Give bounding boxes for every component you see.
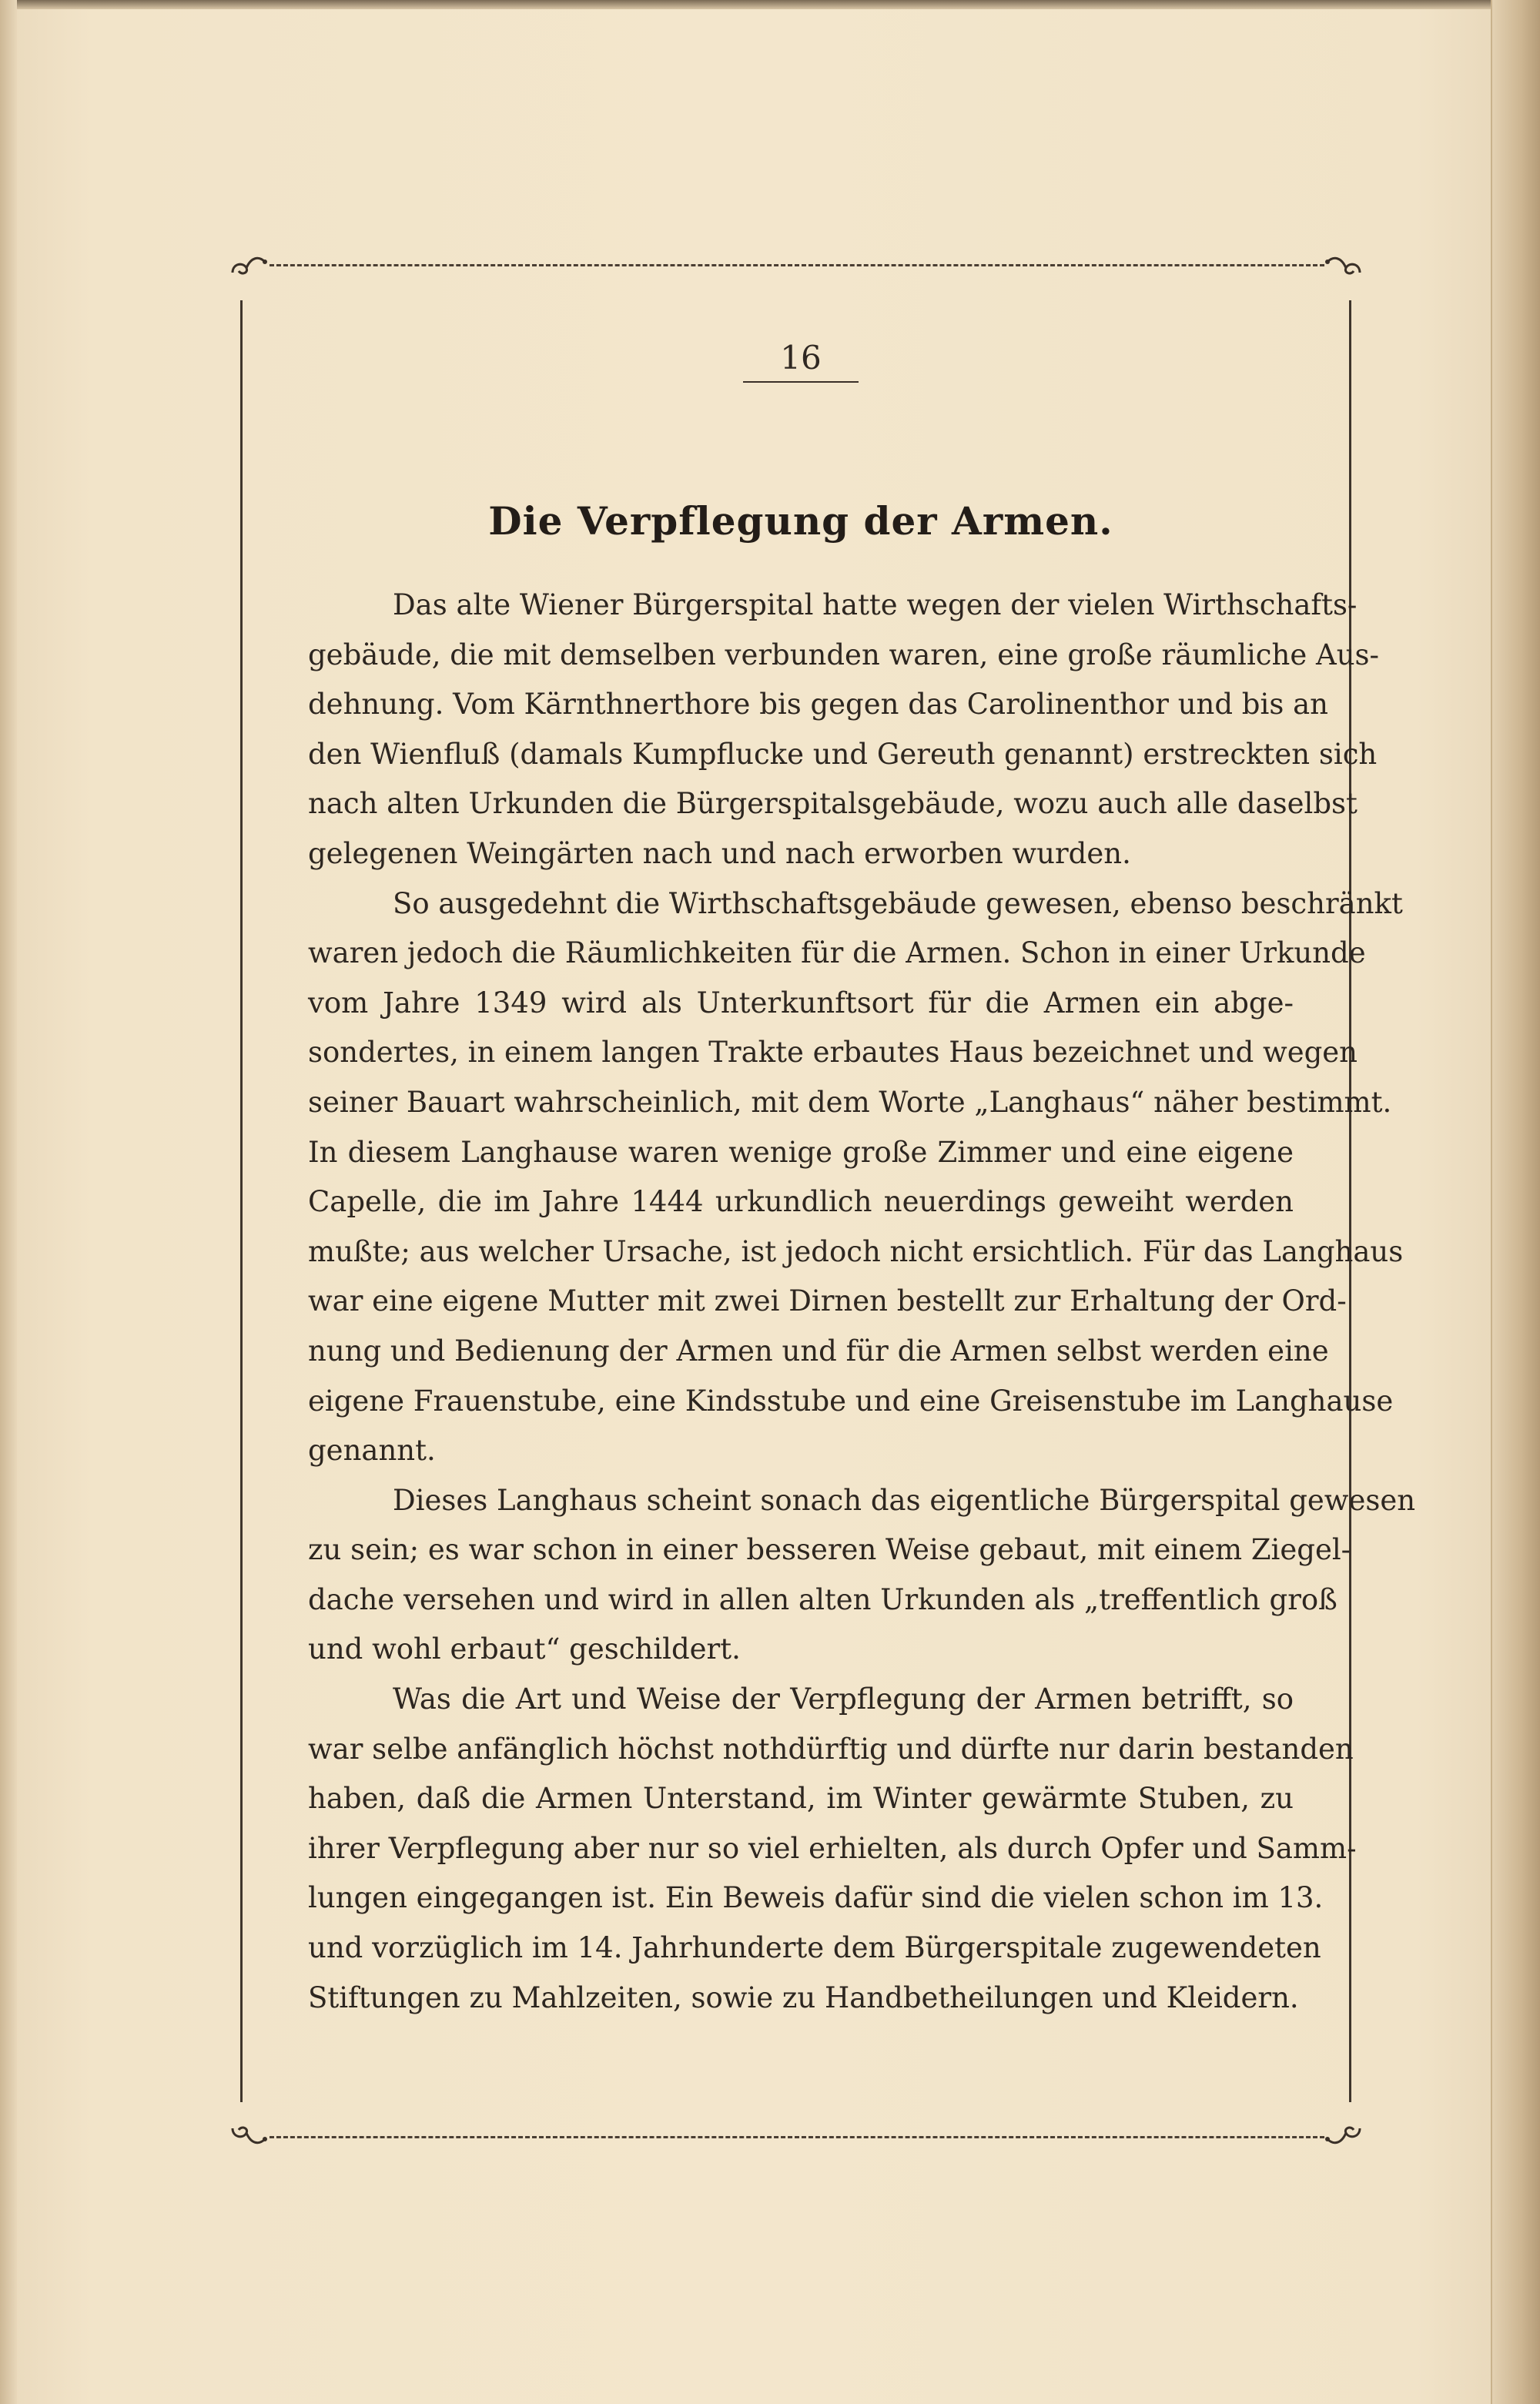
text-line: haben, daß die Armen Unterstand, im Winter gewärmte Stuben, zu	[308, 1782, 1294, 1816]
corner-ornament-icon	[228, 249, 268, 280]
book-gutter	[0, 0, 17, 2404]
text-line: lungen eingegangen ist. Ein Beweis dafür sind die vielen schon im 13.	[308, 1881, 1324, 1915]
book-top-edge	[0, 0, 1540, 9]
text-line: nung und Bedienung der Armen und für die Armen selbst werden eine	[308, 1334, 1329, 1368]
text-line: Stiftungen zu Mahlzeiten, sowie zu Handbetheilungen und Kleidern.	[308, 1980, 1299, 2014]
frame-bottom-rule	[270, 2136, 1324, 2138]
text-line: dache versehen und wird in allen alten Urkunden als „treffentlich groß	[308, 1582, 1337, 1616]
text-line: So ausgedehnt die Wirthschaftsgebäude gewesen, ebenso beschränkt	[393, 886, 1403, 920]
text-line: war eine eigene Mutter mit zwei Dirnen bestellt zur Erhaltung der Ord-	[308, 1284, 1347, 1318]
page-number-underline	[743, 381, 859, 383]
frame-top-rule	[270, 264, 1324, 266]
text-line: Das alte Wiener Bürgerspital hatte wegen der vielen Wirthschafts-	[393, 588, 1358, 621]
text-line: Was die Art und Weise der Verpflegung der Armen betrifft, so	[393, 1682, 1294, 1716]
text-line: dehnung. Vom Kärnthnerthore bis gegen das Carolinenthor und bis an	[308, 688, 1328, 722]
page-content	[308, 339, 1416, 2023]
text-line: mußte; aus welcher Ursache, ist jedoch nicht ersichtlich. Für das Langhaus	[308, 1234, 1404, 1268]
text-line: nach alten Urkunden die Bürgerspitalsgebäude, wozu auch alle daselbst	[308, 787, 1358, 821]
text-line: gebäude, die mit demselben verbunden waren, eine große räumliche Aus-	[308, 638, 1380, 671]
book-page-edge	[1491, 0, 1540, 2404]
text-line: und vorzüglich im 14. Jahrhunderte dem Bürgerspitale zugewendeten	[308, 1931, 1321, 1965]
text-line: und wohl erbaut“ geschildert.	[308, 1632, 741, 1666]
text-line: vom Jahre 1349 wird als Unterkunftsort für die Armen ein abge-	[308, 986, 1294, 1020]
corner-ornament-icon	[1324, 249, 1364, 280]
text-line: seiner Bauart wahrscheinlich, mit dem Worte „Langhaus“ näher bestimmt.	[308, 1085, 1392, 1119]
text-line: gelegenen Weingärten nach und nach erworben wurden.	[308, 836, 1131, 870]
text-line: waren jedoch die Räumlichkeiten für die Armen. Schon in einer Urkunde	[308, 936, 1366, 970]
text-line: In diesem Langhause waren wenige große Zimmer und eine eigene	[308, 1135, 1294, 1169]
text-line: sondertes, in einem langen Trakte erbautes Haus bezeichnet und wegen	[308, 1036, 1358, 1070]
frame-left-rule	[240, 300, 243, 2102]
corner-ornament-icon	[228, 2121, 268, 2151]
text-line: ihrer Verpflegung aber nur so viel erhielten, als durch Opfer und Samm-	[308, 1831, 1357, 1865]
chapter-title: Die Verpflegung der Armen.	[488, 498, 1113, 544]
text-line: eigene Frauenstube, eine Kindsstube und eine Greisenstube im Langhause	[308, 1384, 1394, 1418]
text-line: war selbe anfänglich höchst nothdürftig und dürfte nur darin bestanden	[308, 1732, 1354, 1766]
body-text	[308, 581, 1416, 2023]
corner-ornament-icon	[1324, 2121, 1364, 2151]
text-line: Dieses Langhaus scheint sonach das eigentliche Bürgerspital gewesen	[393, 1483, 1416, 1517]
page-number: 16	[780, 339, 822, 377]
text-line: den Wienfluß (damals Kumpflucke und Gereuth genannt) erstreckten sich	[308, 737, 1378, 771]
text-line: zu sein; es war schon in einer besseren Weise gebaut, mit einem Ziegel-	[308, 1533, 1351, 1567]
text-line: Capelle, die im Jahre 1444 urkundlich neuerdings geweiht werden	[308, 1185, 1294, 1219]
text-line: genannt.	[308, 1434, 436, 1468]
